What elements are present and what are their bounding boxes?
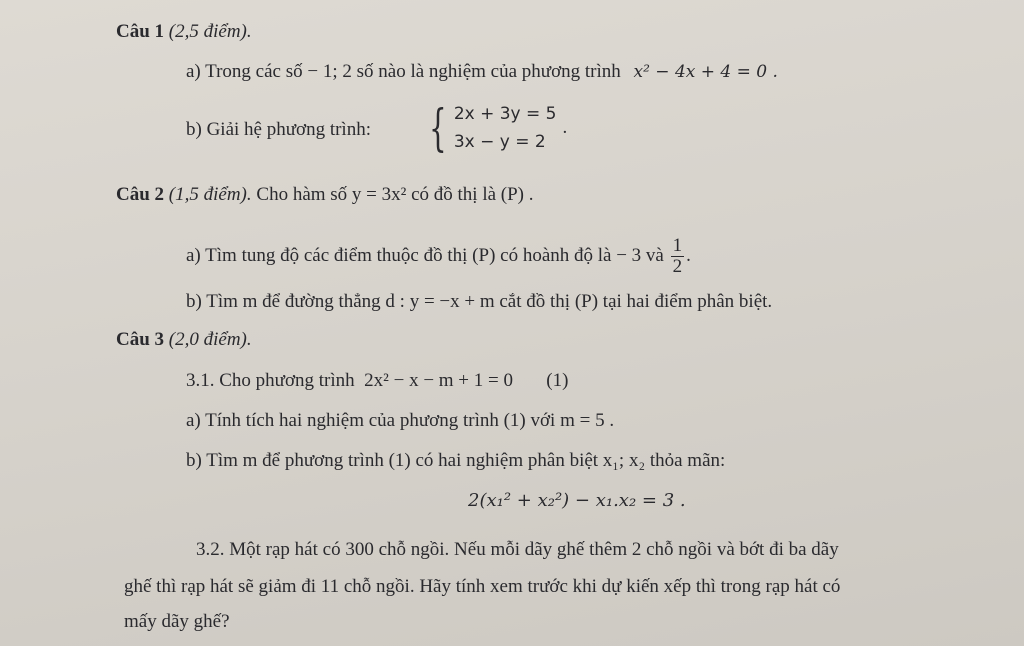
q3-title-bold: Câu 3	[116, 329, 165, 350]
q3-title-italic: (2,0 điểm).	[164, 329, 252, 350]
q2-part-a	[186, 236, 691, 277]
q2-title	[116, 185, 534, 204]
fraction-numerator: 1	[672, 235, 683, 256]
q1-title-italic: (2,5 điểm).	[164, 21, 252, 42]
q3-b-text: b) Tìm m để phương trình (1) có hai nghiệm phân biệt x₁; x₂ thỏa mãn:	[186, 450, 726, 471]
q3-32-line1: 3.2. Một rạp hát có 300 chỗ ngồi. Nếu mỗi dãy ghế thêm 2 chỗ ngồi và bớt đi ba dãy	[196, 539, 839, 560]
q3-part-31	[186, 371, 568, 390]
equation-system	[422, 99, 568, 157]
fraction-one-half	[671, 236, 685, 277]
q1-b-text: b) Giải hệ phương trình:	[186, 119, 371, 140]
q2-title-italic: (1,5 điểm).	[164, 184, 252, 205]
q2-a-text: a) Tìm tung độ các điểm thuộc đồ thị (P) có hoành độ là − 3 và	[186, 244, 664, 266]
q3-32-line2: ghế thì rạp hát sẽ giảm đi 11 chỗ ngồi. Hãy tính xem trước khi dự kiến xếp thì trong rạp hát có	[124, 576, 841, 597]
q1-title	[116, 22, 252, 41]
q2-a-end: .	[686, 244, 691, 266]
q2-part-b	[186, 292, 772, 311]
q3-part-b	[186, 451, 725, 470]
q1-part-a	[186, 62, 778, 81]
q2-b-text: b) Tìm m để đường thẳng d : y = −x + m cắt đồ thị (P) tại hai điểm phân biệt.	[186, 291, 773, 312]
brace-icon: {	[429, 99, 447, 157]
q3-title	[116, 330, 252, 349]
q3-b-condition: 2(x₁² + x₂²) − x₁.x₂ = 3 .	[468, 490, 686, 511]
q1-a-text: a) Trong các số − 1; 2 số nào là nghiệm của phương trình	[186, 61, 621, 82]
q2-title-rest: Cho hàm số y = 3x² có đồ thị là (P) .	[251, 184, 534, 205]
fraction-denominator: 2	[672, 255, 683, 277]
q3-a-text: a) Tính tích hai nghiệm của phương trình (1) với m = 5 .	[186, 410, 615, 431]
q3-31-text: 3.1. Cho phương trình 2x² − x − m + 1 = 0 (1)	[186, 370, 569, 391]
q1-part-b	[186, 120, 371, 139]
q1-a-equation: x² − 4x + 4 = 0 .	[633, 62, 778, 82]
system-row-1: 2x + 3y = 5	[453, 104, 557, 124]
system-end: .	[562, 117, 568, 138]
q1-title-bold: Câu 1	[116, 21, 165, 42]
q3-part-a	[186, 411, 614, 430]
q3-32-line3: mấy dãy ghế?	[124, 611, 230, 632]
system-row-2: 3x − y = 2	[453, 132, 546, 152]
q2-title-bold: Câu 2	[116, 184, 165, 205]
